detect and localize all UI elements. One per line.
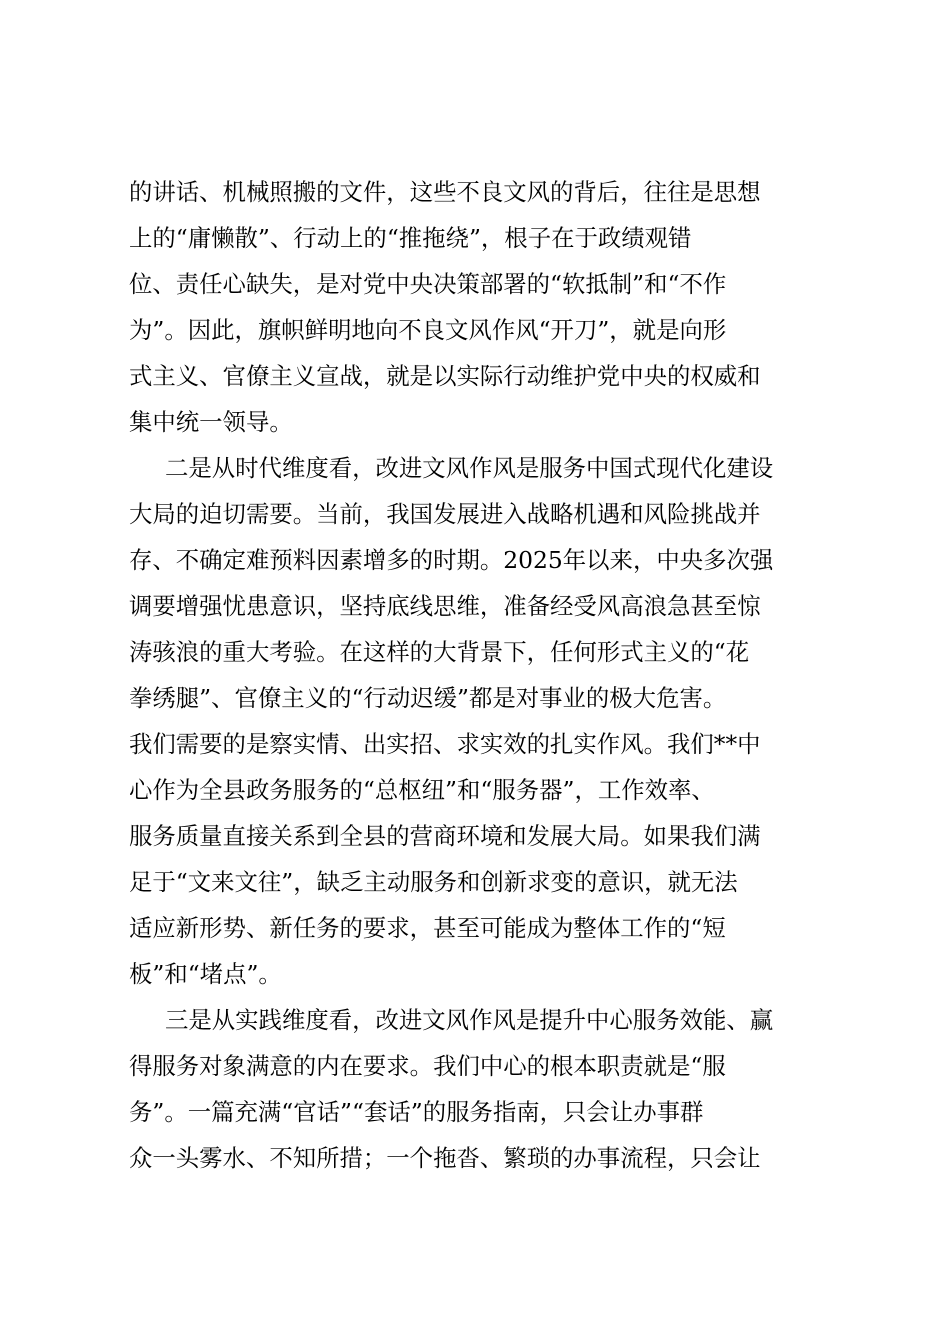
text-line: 集中统一领导。 bbox=[129, 408, 293, 436]
text-line: 务”。一篇充满“官话”“套话”的服务指南，只会让办事群 bbox=[129, 1098, 704, 1126]
text-line: 得服务对象满意的内在要求。我们中心的根本职责就是“服 bbox=[129, 1052, 726, 1080]
text-line: 为”。因此，旗帜鲜明地向不良文风作风“开刀”，就是向形 bbox=[129, 316, 727, 344]
text-line: 适应新形势、新任务的要求，甚至可能成为整体工作的“短 bbox=[129, 914, 726, 942]
text-line: 服务质量直接关系到全县的营商环境和发展大局。如果我们满 bbox=[129, 822, 761, 850]
text-line: 拳绣腿”、官僚主义的“行动迟缓”都是对事业的极大危害。 bbox=[129, 684, 727, 712]
text-line: 我们需要的是察实情、出实招、求实效的扎实作风。我们**中 bbox=[129, 730, 761, 758]
paragraph-start-line: 三是从实践维度看，改进文风作风是提升中心服务效能、赢 bbox=[165, 1006, 774, 1034]
text-line: 式主义、官僚主义宣战，就是以实际行动维护党中央的权威和 bbox=[129, 362, 761, 390]
text-line: 调要增强忧患意识，坚持底线思维，准备经受风高浪急甚至惊 bbox=[129, 592, 761, 620]
text-line: 足于“文来文往”，缺乏主动服务和创新求变的意识，就无法 bbox=[129, 868, 738, 896]
text-line: 的讲话、机械照搬的文件，这些不良文风的背后，往往是思想 bbox=[129, 178, 761, 206]
text-line: 存、不确定难预料因素增多的时期。2025年以来，中央多次强 bbox=[129, 546, 774, 574]
text-line: 上的“庸懒散”、行动上的“推拖绕”，根子在于政绩观错 bbox=[129, 224, 692, 252]
text-line: 大局的迫切需要。当前，我国发展进入战略机遇和风险挑战并 bbox=[129, 500, 761, 528]
text-line: 心作为全县政务服务的“总枢纽”和“服务器”，工作效率、 bbox=[129, 776, 715, 804]
text-line: 众一头雾水、不知所措；一个拖沓、繁琐的办事流程，只会让 bbox=[129, 1144, 761, 1172]
text-line: 位、责任心缺失，是对党中央决策部署的“软抵制”和“不作 bbox=[129, 270, 727, 298]
paragraph-start-line: 二是从时代维度看，改进文风作风是服务中国式现代化建设 bbox=[165, 454, 774, 482]
text-line: 板”和“堵点”。 bbox=[129, 960, 282, 988]
text-line: 涛骇浪的重大考验。在这样的大背景下，任何形式主义的“花 bbox=[129, 638, 750, 666]
